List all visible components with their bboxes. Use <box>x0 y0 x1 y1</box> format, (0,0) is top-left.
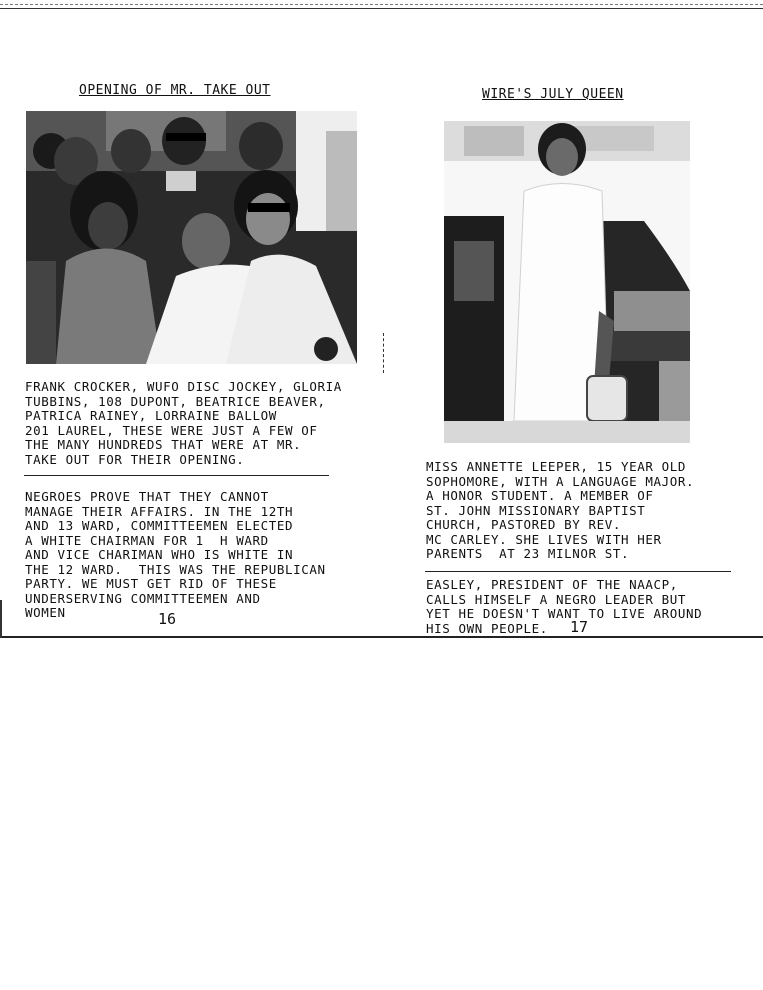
top-border <box>0 8 763 9</box>
page-number-right: 17 <box>570 618 589 636</box>
top-dashed-border <box>0 4 763 5</box>
left-photo-caption: FRANK CROCKER, WUFO DISC JOCKEY, GLORIA TUBBINS, 108 DUPONT, BEATRICE BEAVER, PATRICA RAINEY, LORRAINE BALLOW 201 LAUREL, THESE WERE JUST A FEW OF THE MANY HUNDREDS THAT WERE AT MR. TAKE OUT FOR THEIR OPENING. <box>25 379 342 467</box>
left-article-title: OPENING OF MR. TAKE OUT <box>79 83 271 98</box>
crowd-photo <box>26 111 357 364</box>
page-number-left: 16 <box>158 610 177 628</box>
left-margin-mark <box>0 600 8 638</box>
left-divider <box>24 475 329 476</box>
right-editorial-text: EASLEY, PRESIDENT OF THE NAACP, CALLS HIMSELF A NEGRO LEADER BUT YET HE DOESN'T WANT TO LIVE AROUND HIS OWN PEOPLE. <box>426 577 703 636</box>
bottom-border <box>0 636 763 638</box>
right-photo-caption: MISS ANNETTE LEEPER, 15 YEAR OLD SOPHOMORE, WITH A LANGUAGE MAJOR. A HONOR STUDENT. A MEMBER OF ST. JOHN MISSIONARY BAPTIST CHURCH, PASTORED BY REV. MC CARLEY. SHE LIVES WITH HER PARENTS AT 23 MILNOR ST. <box>426 459 695 561</box>
fold-mark <box>383 333 386 373</box>
right-article-title: WIRE'S JULY QUEEN <box>482 87 624 102</box>
right-divider <box>425 571 731 572</box>
july-queen-photo <box>444 121 690 443</box>
left-editorial-text: NEGROES PROVE THAT THEY CANNOT MANAGE THEIR AFFAIRS. IN THE 12TH AND 13 WARD, COMMITTEEMEN ELECTED A WHITE CHAIRMAN FOR 1 H WARD AND VICE CHARIMAN WHO IS WHITE IN THE 12 WARD. THIS WAS THE REPUBLICAN PARTY. WE MUST GET RID OF THESE UNDERSERVING COMMITTEEMEN AND WOMEN <box>25 489 326 620</box>
